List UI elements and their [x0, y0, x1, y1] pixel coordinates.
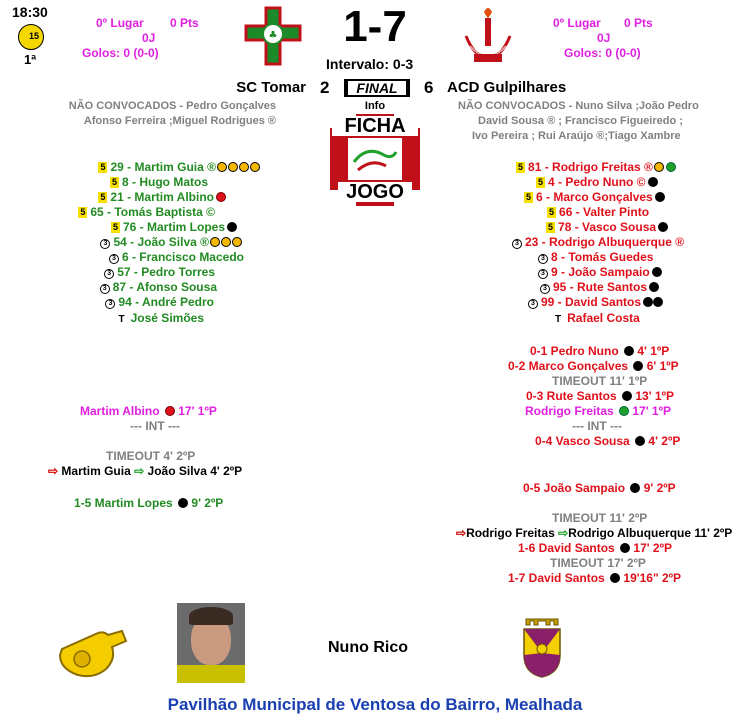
referee-photo[interactable] — [177, 603, 245, 683]
division-badge-number: 15 — [29, 31, 40, 41]
event-text: TIMEOUT 11' 2ºP — [552, 511, 648, 525]
away-player-8[interactable] — [538, 265, 662, 280]
sub-badge: 3 — [538, 269, 548, 279]
event-home-timeout — [106, 449, 195, 464]
red-card-icon — [216, 192, 226, 202]
referee-name[interactable]: Nuno Rico — [328, 639, 408, 656]
away-points: 0 Pts — [624, 16, 653, 30]
away-player-7[interactable] — [538, 250, 653, 265]
coach-badge: T — [555, 314, 562, 325]
goal-ball-icon — [178, 498, 188, 508]
away-player-10[interactable] — [528, 295, 663, 310]
event-time: 17' 1ºP — [178, 404, 217, 418]
interval-score: Intervalo: 0-3 — [326, 56, 414, 72]
away-player-label: 78 - Vasco Sousa — [558, 220, 657, 234]
goal-ball-icon — [622, 391, 632, 401]
red-card-icon — [165, 406, 175, 416]
away-player-label: 6 - Marco Gonçalves — [536, 190, 653, 204]
goal-ball-icon — [643, 297, 653, 307]
yellow-card-icon — [250, 162, 260, 172]
event-text: 0-1 Pedro Nuno — [530, 344, 619, 358]
away-player-label: 66 - Valter Pinto — [559, 205, 650, 219]
final-status-badge — [344, 79, 410, 97]
event-text: 0-3 Rute Santos — [526, 389, 617, 403]
goal-ball-icon — [653, 297, 663, 307]
event-home-interval — [130, 419, 180, 434]
home-place: 0º Lugar — [96, 16, 144, 30]
event-text: TIMEOUT 4' 2ºP — [106, 449, 196, 463]
yellow-card-icon — [239, 162, 249, 172]
event-time: 4' 1ºP — [637, 344, 670, 358]
home-player-label: 54 - João Silva ® — [113, 235, 209, 249]
home-team-name[interactable]: SC Tomar — [236, 79, 306, 96]
ficha-word: FICHA — [332, 116, 418, 136]
away-player-label: 8 - Tomás Guedes — [551, 250, 654, 264]
yellow-card-icon — [232, 237, 242, 247]
sub-badge: 3 — [109, 254, 119, 264]
event-text: 0-4 Vasco Sousa — [535, 434, 630, 448]
event-text: 1-5 Martim Lopes — [74, 496, 173, 510]
away-team-crest[interactable] — [460, 6, 516, 66]
yellow-card-icon — [228, 162, 238, 172]
sub-badge: 3 — [528, 299, 538, 309]
event-away-goal-2 — [508, 359, 679, 374]
event-away-goal-6 — [518, 541, 672, 556]
starter-badge: 5 — [548, 222, 554, 232]
event-text: João Silva 4' 2ºP — [147, 464, 243, 478]
event-time: 19'16" 2ºP — [623, 571, 682, 585]
home-not-called-line-1: NÃO CONVOCADOS - Pedro Gonçalves — [68, 100, 276, 112]
starter-badge: 5 — [80, 207, 86, 217]
home-team-crest[interactable] — [244, 6, 302, 66]
sub-in-arrow-icon: ⇨ — [134, 464, 145, 478]
event-home-card — [80, 404, 217, 419]
sub-badge: 3 — [100, 284, 110, 294]
event-text: 0-2 Marco Gonçalves — [508, 359, 629, 373]
event-away-goal-5 — [523, 481, 676, 496]
event-away-timeout-1 — [552, 374, 647, 389]
yellow-card-icon — [210, 237, 220, 247]
event-away-goal-3 — [526, 389, 674, 404]
event-text: --- INT --- — [572, 419, 622, 433]
final-score: 1-7 — [343, 2, 407, 51]
home-player-label: 94 - André Pedro — [118, 295, 214, 309]
whistle-icon — [52, 625, 128, 681]
home-games: 0J — [142, 31, 156, 45]
away-player-label: 9 - João Sampaio — [551, 265, 650, 279]
goal-ball-icon — [624, 346, 634, 356]
event-away-timeout-3 — [550, 556, 646, 571]
event-time: 17' 2ºP — [633, 541, 672, 555]
sub-badge: 3 — [105, 299, 115, 309]
away-coach[interactable] — [555, 311, 640, 326]
away-player-4[interactable] — [547, 205, 649, 220]
event-text: --- INT --- — [130, 419, 180, 433]
away-place: 0º Lugar — [553, 16, 601, 30]
green-card-icon — [666, 162, 676, 172]
yellow-card-icon — [221, 237, 231, 247]
event-away-goal-4 — [535, 434, 680, 449]
away-player-label: 4 - Pedro Nuno © — [548, 175, 646, 189]
home-player-label: 76 - Martim Lopes — [122, 220, 225, 234]
event-text: Rodrigo Freitas — [466, 526, 555, 540]
round-number: 1ª — [24, 52, 37, 67]
away-player-2[interactable] — [536, 175, 658, 190]
away-team-name[interactable]: ACD Gulpilhares — [447, 79, 567, 96]
final-status-label: FINAL — [348, 81, 406, 95]
away-goals: Golos: 0 (0-0) — [564, 46, 641, 60]
home-player-6[interactable] — [100, 235, 242, 250]
away-not-called-line-2: David Sousa ® ; Francisco Figueiredo ; — [478, 115, 683, 127]
away-player-label: 99 - David Santos — [541, 295, 642, 309]
starter-badge: 5 — [112, 222, 118, 232]
goal-ball-icon — [648, 177, 658, 187]
home-player-2[interactable] — [110, 175, 208, 190]
sub-badge: 3 — [540, 284, 550, 294]
ficha-swoosh — [352, 144, 398, 176]
event-text: Martim Albino — [80, 404, 160, 418]
home-player-8[interactable] — [104, 265, 215, 280]
blue-card-icon — [633, 361, 643, 371]
referee-photo-hair — [189, 607, 233, 625]
away-not-called-line-1: NÃO CONVOCADOS - Nuno Silva ;João Pedro — [458, 100, 699, 112]
event-text: 1-7 David Santos — [508, 571, 605, 585]
event-text: 0-5 João Sampaio — [523, 481, 626, 495]
home-player-1[interactable] — [98, 160, 260, 175]
away-player-label: 95 - Rute Santos — [553, 280, 648, 294]
sub-in-arrow-icon: ⇨ — [558, 526, 569, 540]
starter-badge: 5 — [538, 177, 544, 187]
home-player-label: 21 - Martim Albino — [110, 190, 214, 204]
starter-badge: 5 — [100, 192, 106, 202]
sub-out-arrow-icon: ⇨ — [48, 464, 59, 478]
home-points: 0 Pts — [170, 16, 199, 30]
home-player-5[interactable] — [111, 220, 237, 235]
event-time: 9' 2ºP — [643, 481, 676, 495]
away-player-1[interactable] — [516, 160, 676, 175]
event-text: 1-6 David Santos — [518, 541, 615, 555]
home-goals: Golos: 0 (0-0) — [82, 46, 159, 60]
goal-ball-icon — [652, 267, 662, 277]
event-text: Martim Guia — [61, 464, 131, 478]
starter-badge: 5 — [526, 192, 532, 202]
away-coach-label: Rafael Costa — [567, 311, 640, 325]
home-coach[interactable] — [119, 311, 204, 326]
home-player-4[interactable] — [78, 205, 215, 220]
home-lineup — [0, 160, 300, 330]
goal-ball-icon — [649, 282, 659, 292]
event-time: 6' 1ºP — [646, 359, 679, 373]
home-player-label: 6 - Francisco Macedo — [121, 250, 244, 264]
blue-card-icon — [655, 192, 665, 202]
jogo-word: JOGO — [338, 182, 412, 202]
home-player-label: 65 - Tomás Baptista © — [90, 205, 215, 219]
event-text: TIMEOUT 17' 2ºP — [550, 556, 646, 570]
starter-badge: 5 — [100, 162, 106, 172]
starter-badge: 5 — [518, 162, 524, 172]
event-away-substitution — [456, 526, 732, 541]
goal-ball-icon — [227, 222, 237, 232]
away-not-called-line-3: Ivo Pereira ; Rui Araújo ®;Tiago Xambre — [472, 130, 681, 142]
event-away-goal-1 — [530, 344, 669, 359]
away-lineup — [500, 160, 750, 330]
home-player-label: 57 - Pedro Torres — [117, 265, 215, 279]
home-coach-label: José Simões — [130, 311, 204, 325]
home-player-9[interactable] — [100, 280, 217, 295]
starter-badge: 5 — [549, 207, 555, 217]
home-player-label: 8 - Hugo Matos — [122, 175, 208, 189]
sub-badge: 3 — [104, 269, 114, 279]
sub-badge: 3 — [538, 254, 548, 264]
event-time: 13' 1ºP — [635, 389, 674, 403]
yellow-card-icon — [217, 162, 227, 172]
goal-ball-icon — [610, 573, 620, 583]
event-time: 9' 2ºP — [191, 496, 224, 510]
home-sets: 2 — [320, 78, 330, 97]
away-games: 0J — [597, 31, 611, 45]
away-player-3[interactable] — [524, 190, 665, 205]
event-text: Rodrigo Freitas — [525, 404, 614, 418]
home-player-label: 29 - Martim Guia ® — [110, 160, 216, 174]
referee-photo-shirt — [177, 665, 245, 683]
away-player-label: 81 - Rodrigo Freitas ® — [528, 160, 653, 174]
goal-ball-icon — [630, 483, 640, 493]
green-card-icon — [619, 406, 629, 416]
ficha-jogo-logo[interactable] — [330, 114, 420, 206]
coach-badge: T — [118, 314, 125, 325]
starter-badge: 5 — [111, 177, 117, 187]
home-player-7[interactable] — [109, 250, 244, 265]
sub-badge: 3 — [512, 239, 522, 249]
home-not-called-line-2: Afonso Ferreira ;Miguel Rodrigues ® — [83, 115, 276, 127]
away-player-6[interactable] — [512, 235, 684, 250]
event-text: Rodrigo Albuquerque 11' 2ºP — [568, 526, 733, 540]
away-player-5[interactable] — [546, 220, 668, 235]
event-away-card — [525, 404, 671, 419]
away-player-9[interactable] — [540, 280, 659, 295]
event-text: TIMEOUT 11' 1ºP — [552, 374, 648, 388]
event-away-interval — [572, 419, 622, 434]
svg-text:♣: ♣ — [268, 30, 278, 41]
info-link[interactable]: Info — [364, 100, 386, 112]
venue-name[interactable]: Pavilhão Municipal de Ventosa do Bairro, Mealhada — [167, 695, 583, 714]
goal-ball-icon — [658, 222, 668, 232]
away-sets: 6 — [424, 78, 434, 97]
goal-ball-icon — [635, 436, 645, 446]
home-player-3[interactable] — [98, 190, 226, 205]
home-player-10[interactable] — [105, 295, 214, 310]
event-home-goal — [74, 496, 223, 511]
event-away-timeout-2 — [552, 511, 647, 526]
away-player-label: 23 - Rodrigo Albuquerque ® — [525, 235, 685, 249]
event-time: 4' 2ºP — [648, 434, 681, 448]
sub-out-arrow-icon: ⇨ — [456, 526, 467, 540]
home-player-label: 87 - Afonso Sousa — [112, 280, 217, 294]
goal-ball-icon — [620, 543, 630, 553]
event-away-goal-7 — [508, 571, 681, 586]
match-time: 18:30 — [12, 4, 48, 20]
event-time: 17' 1ºP — [632, 404, 671, 418]
yellow-card-icon — [654, 162, 664, 172]
municipality-crest — [518, 615, 566, 679]
division-badge — [18, 24, 44, 50]
event-home-substitution — [48, 464, 242, 479]
sub-badge: 3 — [100, 239, 110, 249]
